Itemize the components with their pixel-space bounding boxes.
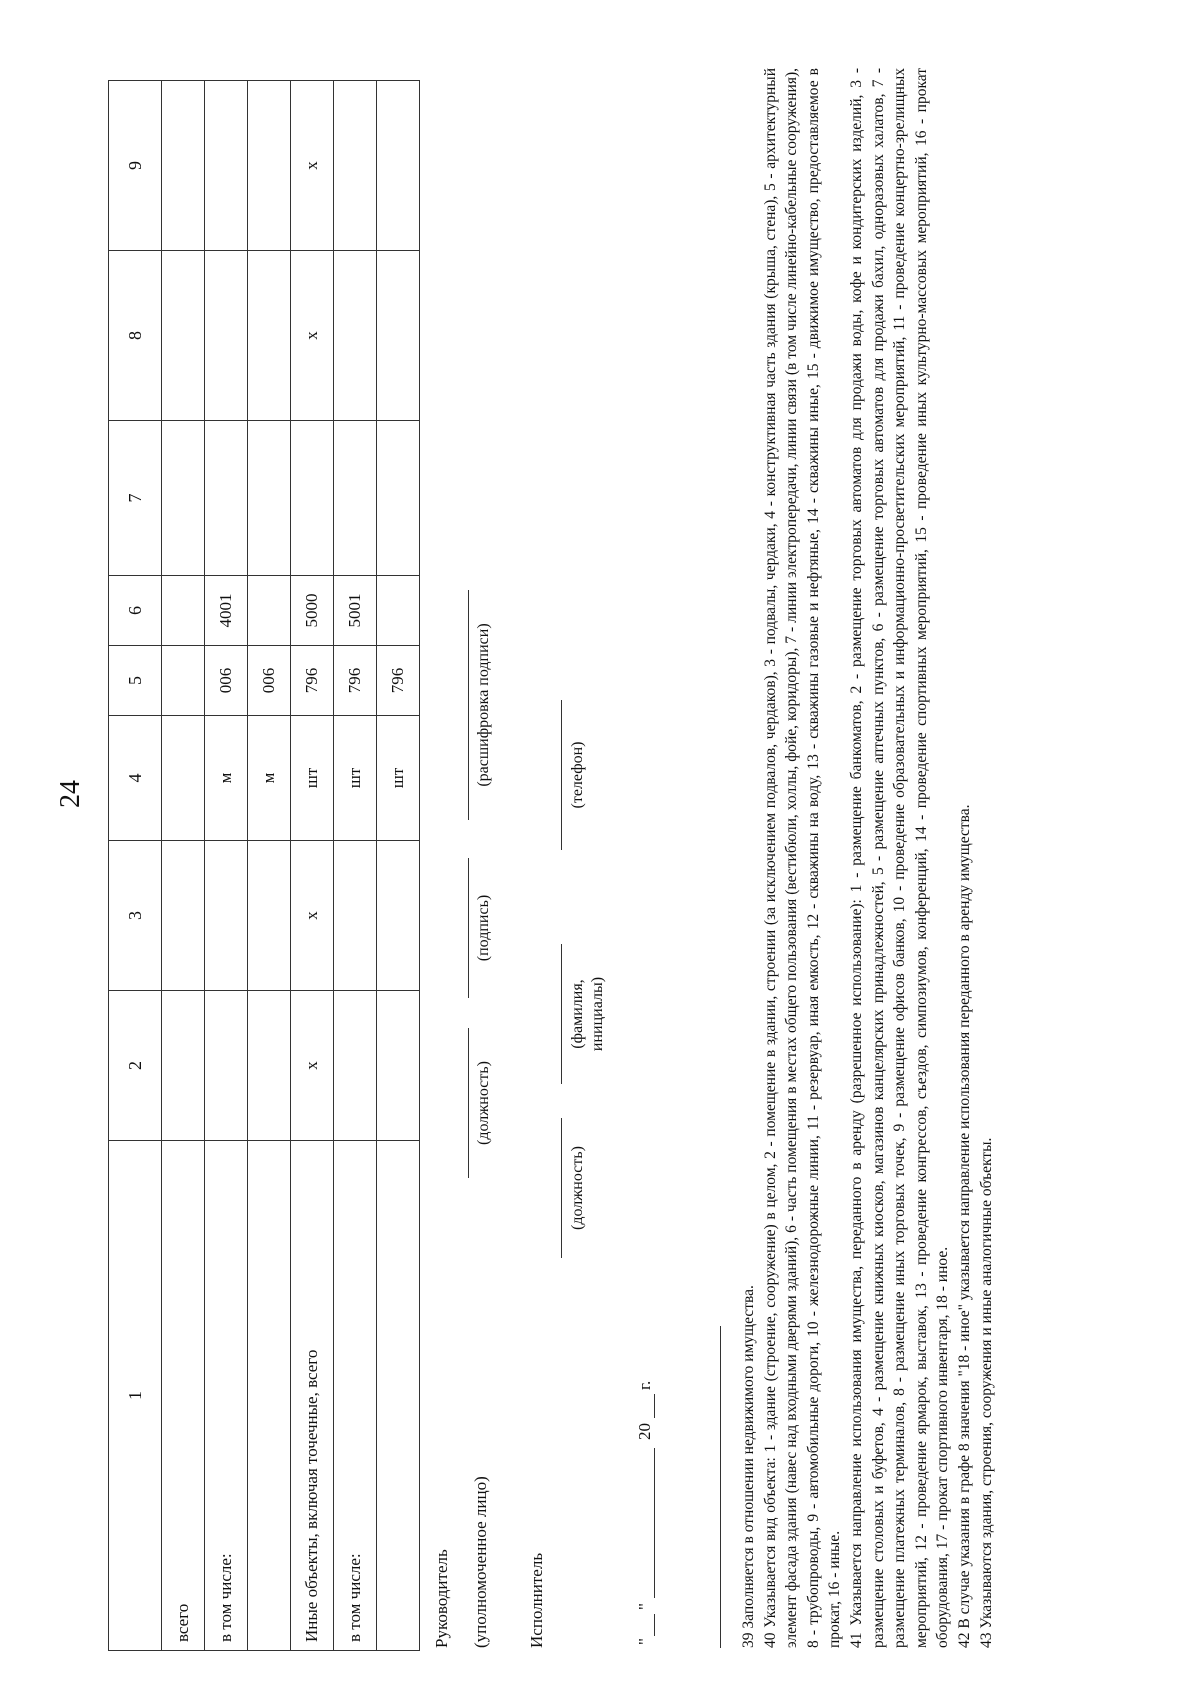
phone-line — [561, 700, 562, 850]
column-header: 1 — [109, 1141, 162, 1651]
table-cell — [248, 991, 291, 1141]
table-header-row — [109, 81, 162, 1651]
table-cell — [205, 841, 248, 991]
executor-name-caption: (фамилия, инициалы) — [569, 976, 606, 1052]
table-cell — [334, 251, 377, 421]
table-cell: Иные объекты, включая точечные, всего — [291, 1141, 334, 1651]
footnote-39: 39 Заполняется в отношении недвижимого имущества. — [740, 1285, 757, 1648]
table-cell: x — [291, 841, 334, 991]
table-cell — [162, 81, 205, 251]
table-cell — [162, 991, 205, 1141]
table-cell — [162, 716, 205, 841]
table-cell: x — [291, 81, 334, 251]
footnotes — [738, 68, 997, 1648]
table-cell — [377, 421, 420, 576]
position-caption: (должность) — [475, 1061, 492, 1145]
table-cell — [248, 1141, 291, 1651]
table-cell — [162, 421, 205, 576]
table-cell — [162, 646, 205, 716]
table-cell: шт — [377, 716, 420, 841]
table-cell — [377, 81, 420, 251]
table-cell: x — [291, 251, 334, 421]
table-cell: м — [248, 716, 291, 841]
authorized-person-label: (уполномоченное лицо) — [471, 1476, 490, 1648]
footnote-40: 40 Указывается вид объекта: 1 - здание (строение, сооружение) в целом, 2 - помещение в здании, строении (за исключением подвалов, чердаков), 3 - подвалы, чердаки, 4 - конструктивная часть здания (крыша, стена), 5 - архитектурный элемент фасада здания (навес над входными дверями зданий), 6 - часть помещения в местах общего пользования (вестибюли, холлы, фойе, коридоры), 7 - линии электропередачи, линии связи (в том числе линейно-кабельные сооружения), 8 - трубопроводы, 9 - автомобильные дороги, 10 - железнодорожные линии, 11 - резервуар, иная емкость, 12 - скважины на воду, 13 - скважины газовые и нефтяные, 14 - скважины иные, 15 - движимое имущество, предоставляемое в прокат, 16 - иные. — [761, 68, 844, 1648]
table-cell: 006 — [248, 646, 291, 716]
table-cell: м — [205, 716, 248, 841]
table-cell: 5001 — [334, 576, 377, 646]
table-cell: в том числе: — [334, 1141, 377, 1651]
footnote-42: 42 В случае указания в графе 8 значения "18 - иное" указывается направление использования переданного в аренду имущества. — [955, 804, 973, 1648]
date-quote-close: " — [635, 1603, 654, 1610]
table-cell — [205, 421, 248, 576]
table-cell — [248, 576, 291, 646]
table-cell — [205, 251, 248, 421]
table-cell: 796 — [334, 646, 377, 716]
position-line — [468, 1028, 469, 1178]
table-cell: шт — [291, 716, 334, 841]
table-cell — [205, 991, 248, 1141]
column-header: 4 — [109, 716, 162, 841]
table-row — [248, 81, 291, 1651]
signature-line — [468, 858, 469, 998]
table-cell — [377, 991, 420, 1141]
table-row — [291, 81, 334, 1651]
decode-caption: (расшифровка подписи) — [475, 623, 492, 787]
table-cell — [162, 576, 205, 646]
column-header: 2 — [109, 991, 162, 1141]
table-row — [334, 81, 377, 1651]
table-cell: 796 — [377, 646, 420, 716]
decode-line — [468, 590, 469, 820]
footnote-separator — [720, 1326, 721, 1648]
table-cell: 796 — [291, 646, 334, 716]
data-table — [108, 80, 420, 1651]
date-quote-open: " — [635, 1638, 654, 1645]
table-cell — [334, 421, 377, 576]
table-cell — [377, 251, 420, 421]
table-cell — [377, 576, 420, 646]
table-cell — [248, 81, 291, 251]
table-row — [377, 81, 420, 1651]
table-cell — [377, 1141, 420, 1651]
table-cell — [162, 251, 205, 421]
column-header: 9 — [109, 81, 162, 251]
table-cell — [334, 841, 377, 991]
phone-caption: (телефон) — [569, 741, 586, 809]
table-cell: шт — [334, 716, 377, 841]
table-cell — [248, 251, 291, 421]
executor-name-line — [561, 944, 562, 1084]
column-header: 8 — [109, 251, 162, 421]
table-cell: всего — [162, 1141, 205, 1651]
date-year-prefix: 20 — [635, 1423, 654, 1440]
table-cell: в том числе: — [205, 1141, 248, 1651]
table-cell — [248, 421, 291, 576]
footnote-41: 41 Указывается направление использования имущества, переданного в аренду (разрешенное использование): 1 - размещение банкоматов, 2 - размещение торговых автоматов для продажи воды, кофе и кондитерских изделий, 3 - размещение столовых и буфетов, 4 - размещение книжных киосков, магазинов канцелярских принадлежностей, 5 - размещение аптечных пунктов, 6 - размещение торговых автоматов для продажи бахил, одноразовых халатов, 7 - размещение платежных терминалов, 8 - размещение иных торговых точек, 9 - размещение офисов банков, 10 - проведение образовательных и информационно-просветительских мероприятий, 11 - проведение концертно-зрелищных мероприятий, 12 - проведение ярмарок, выставок, 13 - проведение конгрессов, съездов, симпозиумов, конференций, 14 - проведение спортивных мероприятий, 15 - проведение иных культурно-массовых мероприятий, 16 - прокат оборудования, 17 - прокат спортивного инвентаря, 18 - иное. — [847, 68, 952, 1648]
table-cell — [291, 421, 334, 576]
column-header: 3 — [109, 841, 162, 991]
column-header: 5 — [109, 646, 162, 716]
page-number: 24 — [55, 780, 86, 808]
executor-label: Исполнитель — [527, 1552, 546, 1648]
column-header: 7 — [109, 421, 162, 576]
table-cell: 4001 — [205, 576, 248, 646]
table-row — [162, 81, 205, 1651]
column-header: 6 — [109, 576, 162, 646]
signature-caption: (подпись) — [475, 894, 492, 962]
date-month-line — [654, 1448, 655, 1598]
table-cell — [334, 991, 377, 1141]
table-cell — [162, 841, 205, 991]
table-cell: x — [291, 991, 334, 1141]
table-cell — [334, 81, 377, 251]
table-cell: 006 — [205, 646, 248, 716]
executor-position-line — [561, 1118, 562, 1258]
table-cell — [248, 841, 291, 991]
table-cell — [377, 841, 420, 991]
table-row — [205, 81, 248, 1651]
date-year-suffix: г. — [635, 1380, 654, 1390]
table-cell — [205, 81, 248, 251]
executor-position-caption: (должность) — [569, 1146, 586, 1230]
date-day-line — [654, 1614, 655, 1636]
footnote-43: 43 Указываются здания, строения, сооружения и иные аналогичные объекты. — [977, 1137, 995, 1648]
date-year-line — [654, 1394, 655, 1418]
head-label: Руководитель — [432, 1549, 451, 1648]
table-cell: 5000 — [291, 576, 334, 646]
